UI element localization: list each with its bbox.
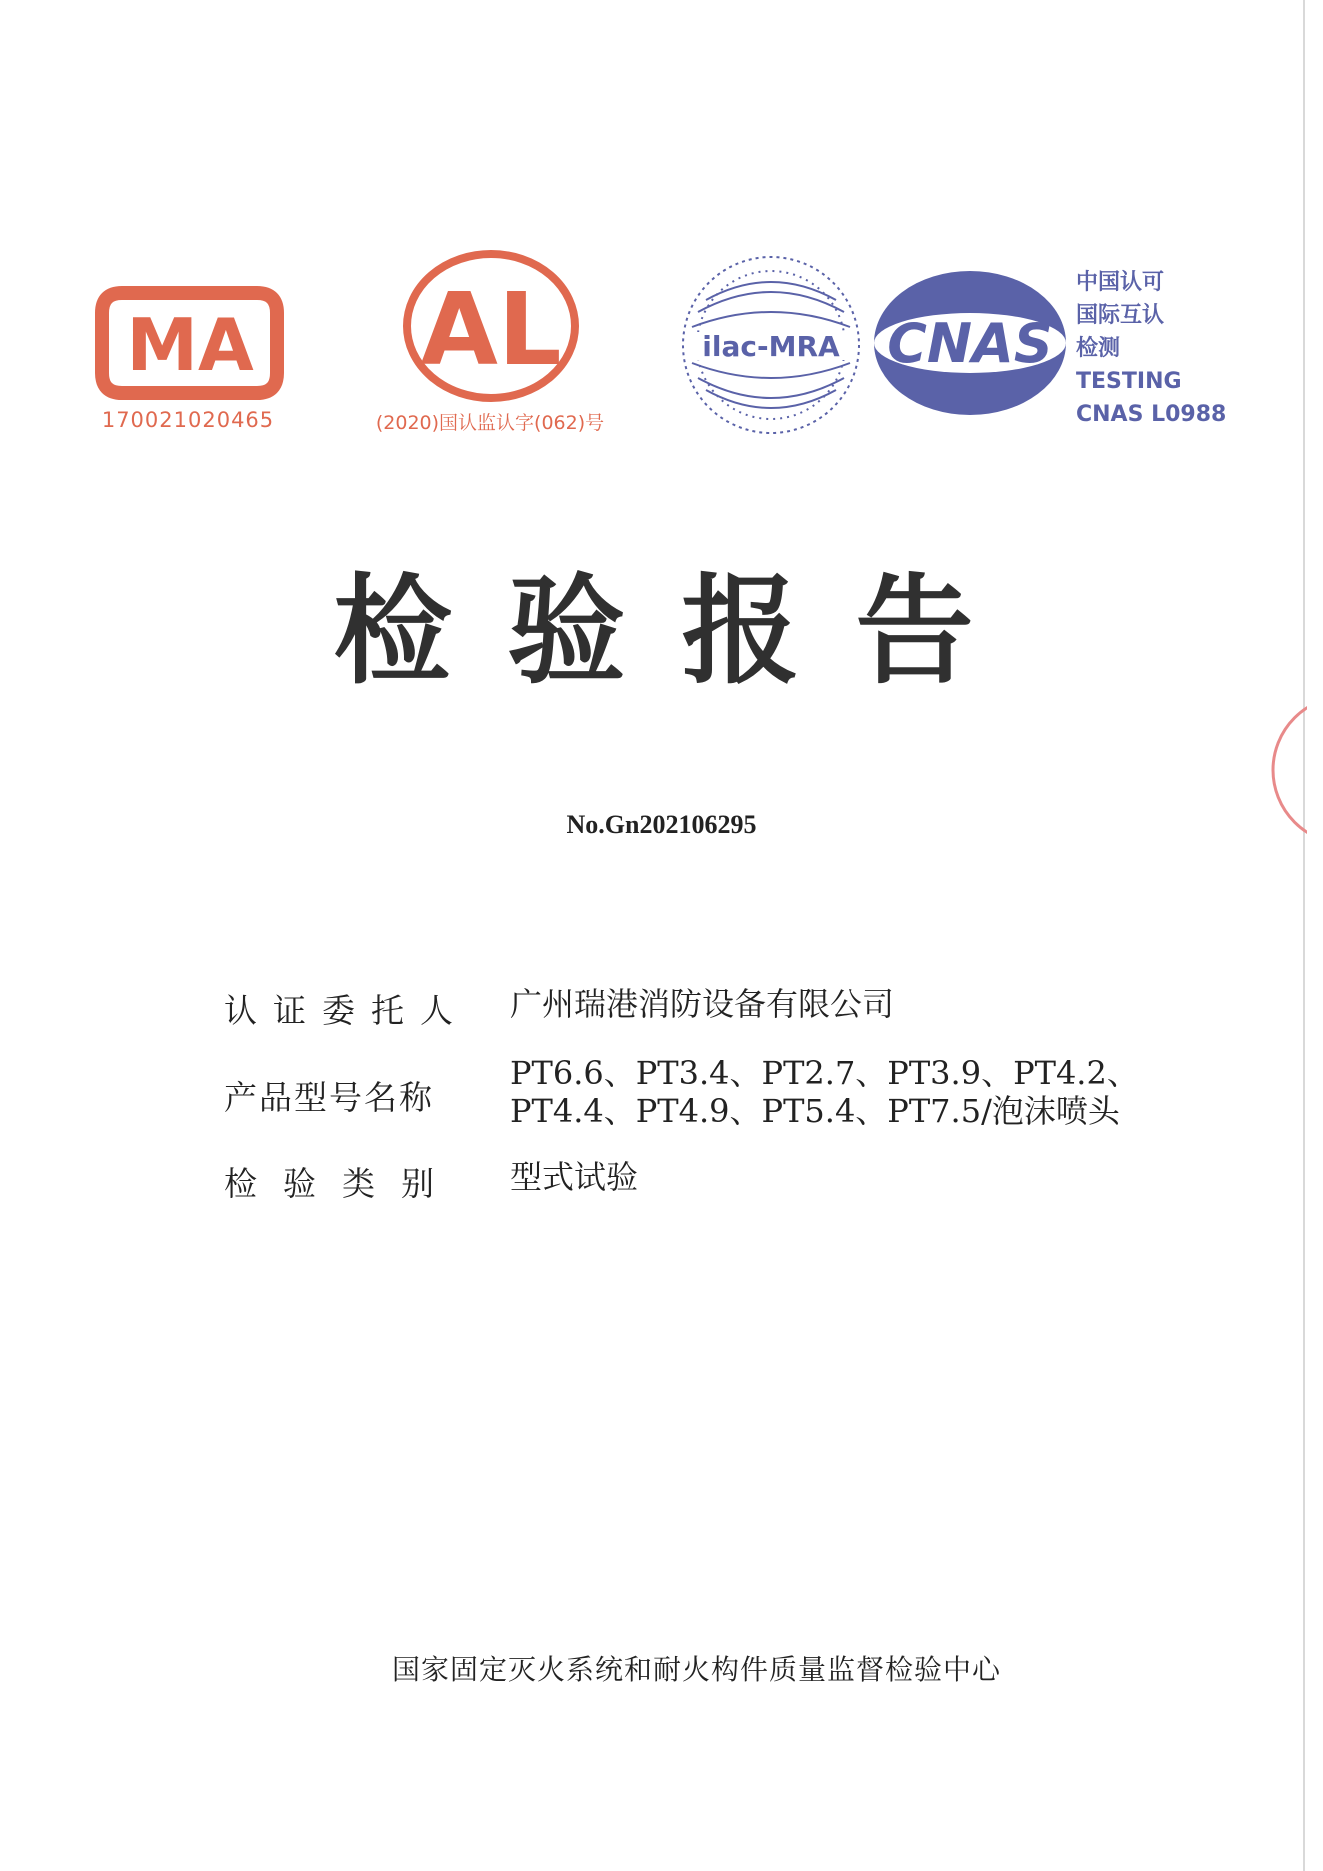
field-value <box>510 1158 638 1205</box>
cnas-caption <box>1076 266 1226 431</box>
field-value-line: PT4.4、PT4.9、PT5.4、PT7.5/泡沫喷头 <box>510 1092 1120 1130</box>
cnas-caption-line: 国际互认 <box>1076 303 1165 328</box>
field-label: 产品型号名称 <box>224 1078 434 1117</box>
cma-number: 170021020465 <box>101 408 275 432</box>
field-label: 检验类别 <box>224 1164 460 1203</box>
issuing-organization: 国家固定灭火系统和耐火构件质量监督检验中心 <box>391 1653 1001 1686</box>
cnas-logo-text: CNAS <box>887 312 1053 375</box>
report-title: 检验报告 <box>333 562 1030 700</box>
cal-logo-text: AL <box>420 271 562 388</box>
cnas-caption-line: CNAS L0988 <box>1076 402 1227 427</box>
field-value-line: 型式试验 <box>510 1158 639 1196</box>
report-number: No.Gn202106295 <box>566 810 757 839</box>
field-value-line: 广州瑞港消防设备有限公司 <box>510 985 895 1023</box>
cnas-caption-line: TESTING <box>1076 369 1182 394</box>
report-fields <box>224 985 1139 1205</box>
cma-logo <box>92 278 284 408</box>
cal-logo <box>398 246 584 406</box>
field-row-client <box>224 985 1139 1032</box>
cal-number: (2020)国认监认字(062)号 <box>375 412 605 434</box>
page-edge <box>1303 0 1305 1871</box>
field-value <box>510 1054 1139 1130</box>
field-row-product <box>224 1054 1139 1130</box>
cnas-logo <box>870 268 1070 418</box>
ilac-mra-logo <box>678 252 864 438</box>
cnas-caption-line: 中国认可 <box>1076 270 1165 295</box>
field-value-line: PT6.6、PT3.4、PT2.7、PT3.9、PT4.2、 <box>510 1054 1139 1092</box>
field-value <box>510 985 894 1032</box>
ilac-mra-text: ilac-MRA <box>702 330 840 363</box>
cnas-caption-line: 检测 <box>1076 336 1121 361</box>
cma-logo-text: MA <box>126 303 254 387</box>
field-label: 认证委托人 <box>224 991 469 1030</box>
seal-stamp-edge <box>1267 690 1307 850</box>
field-row-type <box>224 1158 1139 1205</box>
